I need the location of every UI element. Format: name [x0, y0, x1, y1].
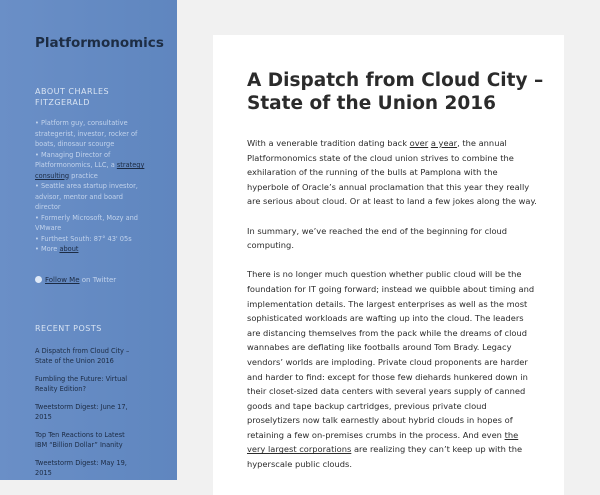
about-item: • Managing Director of Platformonomics, LLC, a strategy consulting practice — [35, 150, 145, 180]
a-year-link[interactable]: a year — [430, 138, 458, 148]
about-list — [35, 118, 145, 255]
follow-me-link[interactable]: Follow Me — [45, 276, 80, 284]
recent-post-link[interactable]: Fumbling the Future: Virtual Reality Edition? — [35, 375, 128, 393]
post-title[interactable]: A Dispatch from Cloud City – State of the Union 2016 — [247, 70, 544, 114]
recent-post-link[interactable]: Tweetstorm Digest: June 17, 2015 — [35, 403, 128, 421]
recent-post-link[interactable]: Tweetstorm Digest: May 19, 2015 — [35, 459, 127, 477]
sidebar — [0, 0, 177, 480]
recent-post-link[interactable]: A Dispatch from Cloud City – State of the Union 2016 — [35, 347, 130, 365]
about-widget-title: ABOUT CHARLES FITZGERALD — [35, 87, 110, 107]
twitter-bird-icon — [35, 276, 42, 283]
about-item: • Furthest South: 87° 43' 05s — [35, 234, 132, 243]
post-paragraph: There is no longer much question whether public cloud will be the foundation for IT going forward; instead we quibble about timing and implementation details. The largest enterprises as well as the most sophisticated workloads are wafting up into the cloud. The leaders are distancing themselves from the pack while the dreams of cloud wannabes are deflating like footballs around Tom Brady. Legacy vendors’ worlds are imploding. Private cloud proponents are harder and harder to find: except for those few diehards hunkered down in their closet-sized data centers with several years supply of canned goods and tape backup cartridges, previous private cloud proselytizers now talk earnestly about hybrid clouds in hopes of retaining a few on-premises crumbs in the process. And even the very largest corporations are realizing they can’t keep up with the hyperscale public clouds. — [247, 269, 535, 470]
post-article — [213, 35, 564, 495]
site-title[interactable]: Platformonomics — [35, 35, 164, 51]
largest-corporations-link[interactable]: the very largest corporations — [247, 429, 519, 455]
post-body — [247, 136, 539, 486]
over-link[interactable]: over — [409, 138, 429, 148]
about-item: • Seattle area startup investor, advisor, mentor and board director — [35, 182, 138, 211]
about-item: • Platform guy, consultative strategerist, investor, rocker of boats, dinosaur scourge — [35, 119, 138, 148]
twitter-follow: Follow Me on Twitter — [35, 276, 116, 284]
post-paragraph: In summary, we’ve reached the end of the beginning for cloud computing. — [247, 225, 508, 251]
recent-posts-list — [35, 346, 135, 480]
recent-posts-title: RECENT POSTS — [35, 324, 102, 333]
about-link[interactable]: about — [59, 245, 79, 253]
post-paragraph: With a venerable tradition dating back over a year, the annual Platformonomics state of the cloud union strives to combine the exhilaration of the running of the bulls at Pamplona with the hyperbole of Oracle’s annual proclamation that this year they really are serious about cloud. Or at least to land a few jokes along the way. — [247, 138, 537, 207]
about-item: • More about — [35, 245, 79, 253]
recent-post-link[interactable]: Top Ten Reactions to Latest IBM “Billion Dollar” Inanity — [35, 431, 125, 449]
strategy-consulting-link[interactable]: strategy consulting — [35, 161, 145, 180]
about-item: • Formerly Microsoft, Mozy and VMware — [35, 213, 138, 232]
